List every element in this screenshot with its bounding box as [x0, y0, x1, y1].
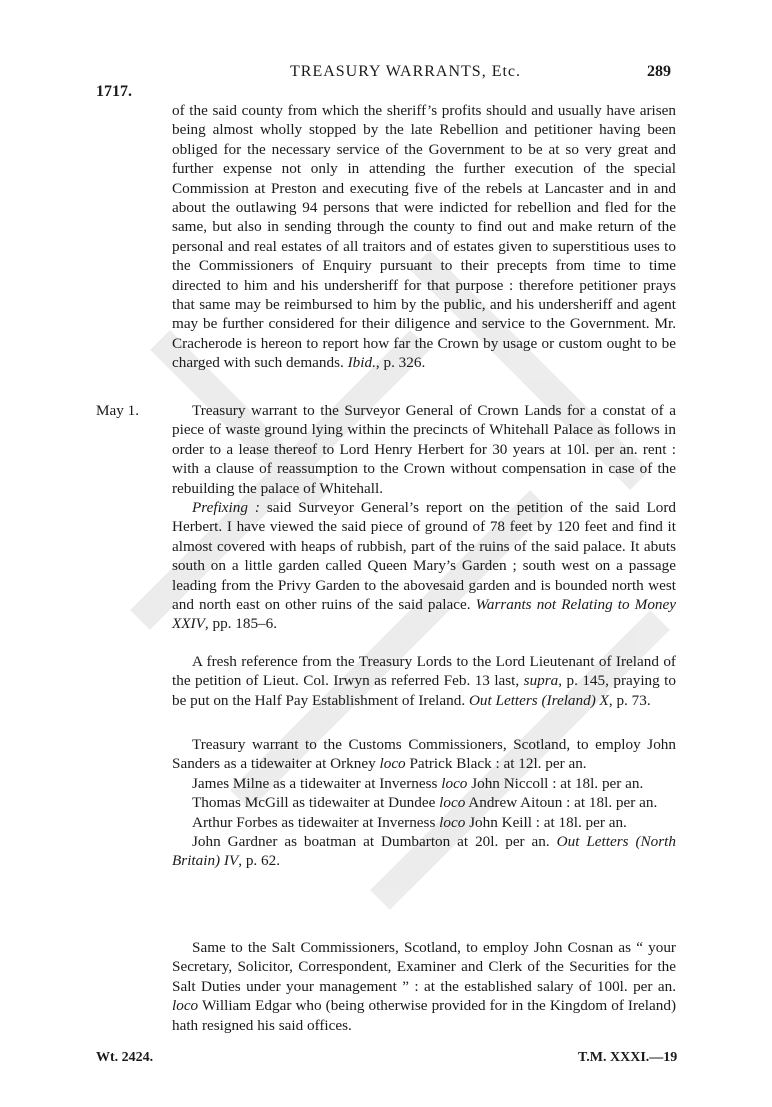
- entry-text: John Gardner as boatman at Dumbarton at 20l. per an.: [192, 833, 550, 851]
- entry-text: Andrew Aitoun : at 18l. per an.: [468, 794, 658, 812]
- entry-customs-scotland: [172, 735, 676, 871]
- entry-text: John Keill : at 18l. per an.: [469, 813, 627, 831]
- signature-mark: T.M. XXXI.—19: [578, 1050, 678, 1065]
- entry-may1: [172, 401, 676, 634]
- whitehall-warrant-text: Treasury warrant to the Surveyor General of Crown Lands for a constat of a piece of waste ground lying within the precincts of Whitehall Palace as follows in order to a lease thereof to Lord Henry Herbert for 30 years at 10l. per an. rent : with a clause of reassumption to the Crown without compensation in case of the rebuilding the palace of Whitehall.: [172, 402, 676, 497]
- entry-text: Thomas McGill as tidewaiter at Dundee: [192, 794, 436, 812]
- ireland-ref: Out Letters (Ireland) X: [468, 691, 609, 709]
- salt-text-a: Same to the Salt Commissioners, Scotland, to employ John Cosnan as “ your Secretary, Solicitor, Correspondent, Examiner and Clerk of the Securities for the Salt Duties under your management ” : at the established salary of 100l. per an.: [172, 939, 676, 995]
- warrants-ref-tail: , pp. 185–6.: [204, 615, 278, 633]
- loco-word: loco: [379, 755, 406, 773]
- entry-ireland: [172, 652, 676, 710]
- loco-word: loco: [441, 774, 468, 792]
- loco-word: loco: [439, 813, 466, 831]
- ibid-ref: Ibid.: [347, 354, 376, 372]
- supra-word: supra: [523, 672, 559, 690]
- entry-text: James Milne as a tidewaiter at Inverness: [192, 774, 438, 792]
- warrants-ref: Warrants not Relating to Money XXIV: [172, 596, 676, 633]
- customs-entry-5: [172, 832, 676, 871]
- margin-date-may1: May 1.: [96, 402, 140, 419]
- ireland-ref-tail: , p. 73.: [608, 691, 651, 709]
- north-britain-ref: Out Letters (North Britain) IV: [172, 833, 676, 870]
- customs-entry-4: [172, 813, 676, 832]
- printer-mark: Wt. 2424.: [96, 1050, 154, 1065]
- ireland-text-b: , p. 145, praying to be put on the Half Pay Establishment of Ireland.: [172, 672, 676, 709]
- year-marker: 1717.: [96, 83, 132, 100]
- entry-text: Arthur Forbes as tidewaiter at Inverness: [192, 813, 436, 831]
- ibid-tail: , p. 326.: [375, 354, 426, 372]
- page-number: 289: [647, 63, 671, 80]
- ref-tail: , p. 62.: [238, 852, 280, 870]
- prefixing-body: said Surveyor General’s report on the petition of the said Lord Herbert. I have viewed the said piece of ground of 78 feet by 120 feet and find it almost covered with heaps of rubbish, part of the ruins of the said palace. It abuts south on a little garden called Queen Mary’s Garden ; south west on a passage leading from the Privy Garden to the abovesaid garden and is bounded north west and north east on other ruins of the said palace.: [172, 499, 676, 614]
- continuation-text: of the said county from which the sheriff’s profits should and usually have arisen being almost wholly stopped by the late Rebellion and petitioner having been obliged for the necessary service of the Government to be at so very great and further expense not only in attending the further execution of the special Commission at Preston and executing five of the rebels at Lancaster and in and about the outlawing 94 persons that were indicted for rebellion and fled for the same, but also in sending through the county to find out and make return of the personal and real estates of all traitors and of estates given to superstitious uses to the Commissioners of Enquiry pursuant to their precepts from time to time directed to him and his undersheriff for that purpose : therefore petitioner prays that same may be reimbursed to him by the public, and his undersheriff and agent may be further considered for their diligence and service to the Government. Mr. Cracherode is hereon to report how far the Crown by usage or custom ought to be charged with such demands.: [172, 102, 676, 372]
- entry-text: Patrick Black : at 12l. per an.: [409, 755, 587, 773]
- loco-word: loco: [172, 997, 199, 1015]
- entry-text: John Niccoll : at 18l. per an.: [471, 774, 644, 792]
- running-head: TREASURY WARRANTS, Etc.: [290, 63, 522, 80]
- loco-word: loco: [439, 794, 466, 812]
- entry-text: Treasury warrant to the Customs Commissioners, Scotland, to employ John Sanders as a tidewaiter at Orkney: [172, 736, 676, 773]
- prefixing-label: Prefixing :: [192, 499, 260, 517]
- customs-entry-3: [172, 793, 676, 812]
- entry-salt-commissioners: [172, 938, 676, 1035]
- salt-text-b: William Edgar who (being otherwise provided for in the Kingdom of Ireland) hath resigned his said offices.: [172, 997, 676, 1034]
- customs-entry-1: [172, 735, 676, 774]
- ireland-text-a: A fresh reference from the Treasury Lords to the Lord Lieutenant of Ireland of the petition of Lieut. Col. Irwyn as referred Feb. 13 last,: [172, 653, 676, 690]
- prefixing-paragraph: [172, 498, 676, 634]
- continuation-paragraph: [172, 101, 676, 373]
- customs-entry-2: [172, 774, 676, 793]
